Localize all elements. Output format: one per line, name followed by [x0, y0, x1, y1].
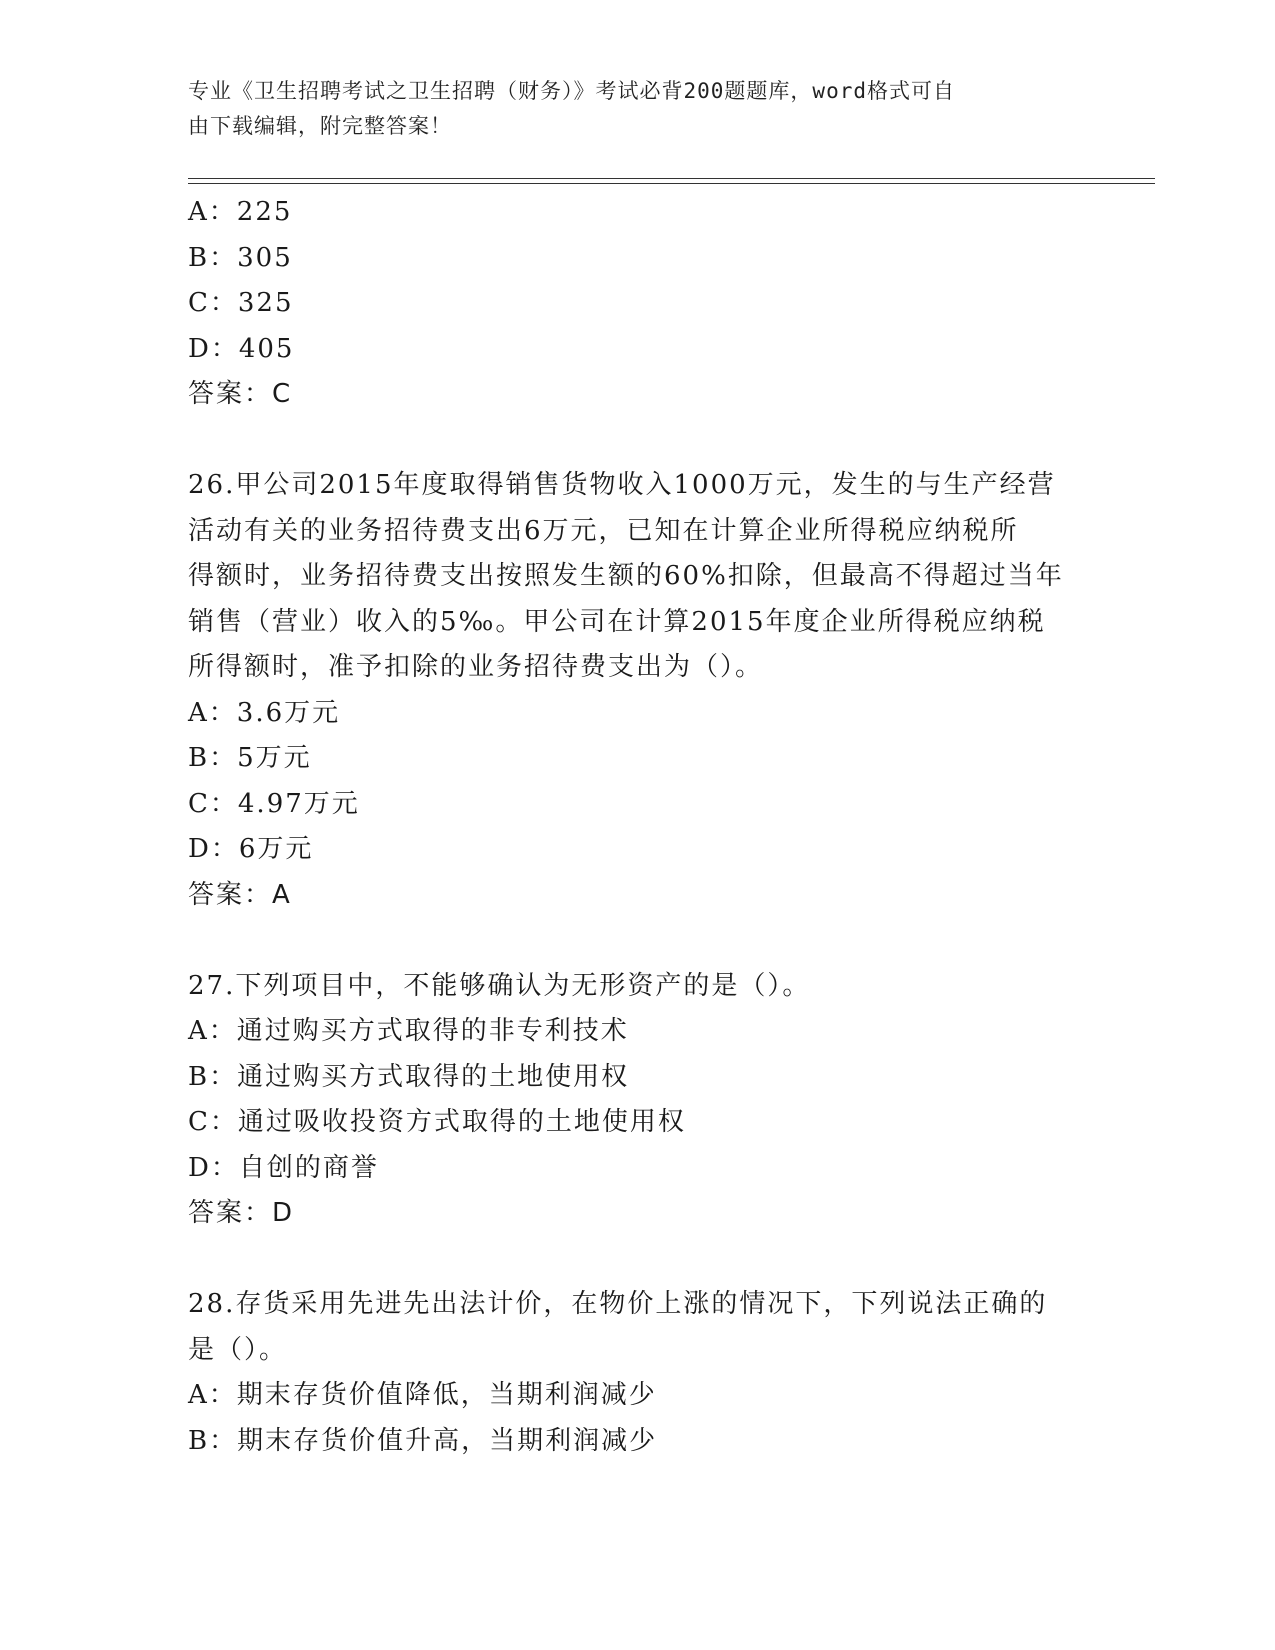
option-a: A：3.6万元: [188, 697, 341, 728]
option-a: A：期末存货价值降低，当期利润减少: [188, 1380, 657, 1410]
question-stem-line: 27.下列项目中，不能够确认为无形资产的是（）。: [188, 970, 811, 1001]
option-d: D：自创的商誉: [188, 1152, 379, 1183]
question-25: [188, 190, 1088, 418]
spacer: [188, 1237, 1088, 1283]
question-stem-line: 销售（营业）收入的5‰。甲公司在计算2015年度企业所得税应纳税: [188, 606, 1046, 637]
question-27: [188, 964, 1088, 1237]
option-d: D：405: [188, 333, 295, 364]
question-stem-line: 26.甲公司2015年度取得销售货物收入1000万元，发生的与生产经营: [188, 470, 1056, 500]
document-header: [188, 74, 1068, 144]
option-c: C：325: [188, 288, 294, 318]
question-26: [188, 463, 1088, 918]
question-stem-line: 活动有关的业务招待费支出6万元，已知在计算企业所得税应纳税所: [188, 515, 1019, 546]
answer: 答案：C: [188, 379, 293, 409]
answer: 答案：D: [188, 1198, 295, 1228]
question-stem-line: 所得额时，准予扣除的业务招待费支出为（）。: [188, 652, 764, 682]
question-28: [188, 1282, 1088, 1464]
option-b: B：5万元: [188, 743, 312, 773]
header-line-2: 由下载编辑，附完整答案！: [188, 114, 452, 138]
question-stem-line: 是（）。: [188, 1334, 288, 1365]
spacer: [188, 418, 1088, 464]
spacer: [188, 918, 1088, 964]
option-d: D：6万元: [188, 834, 314, 864]
document-body: [188, 190, 1088, 1464]
option-a: A：通过购买方式取得的非专利技术: [188, 1016, 629, 1046]
header-divider-bottom: [188, 183, 1155, 184]
option-c: C：4.97万元: [188, 788, 360, 819]
question-stem-line: 得额时，业务招待费支出按照发生额的60%扣除，但最高不得超过当年: [188, 561, 1064, 591]
header-divider-top: [188, 178, 1155, 179]
option-b: B：305: [188, 242, 293, 273]
option-b: B：通过购买方式取得的土地使用权: [188, 1061, 630, 1092]
option-c: C：通过吸收投资方式取得的土地使用权: [188, 1107, 686, 1137]
option-b: B：期末存货价值升高，当期利润减少: [188, 1425, 658, 1456]
answer: 答案：A: [188, 879, 292, 910]
header-line-1: 专业《卫生招聘考试之卫生招聘（财务）》考试必背200题题库，word格式可自: [188, 79, 955, 103]
option-a: A：225: [188, 197, 293, 227]
question-stem-line: 28.存货采用先进先出法计价，在物价上涨的情况下，下列说法正确的: [188, 1289, 1048, 1319]
